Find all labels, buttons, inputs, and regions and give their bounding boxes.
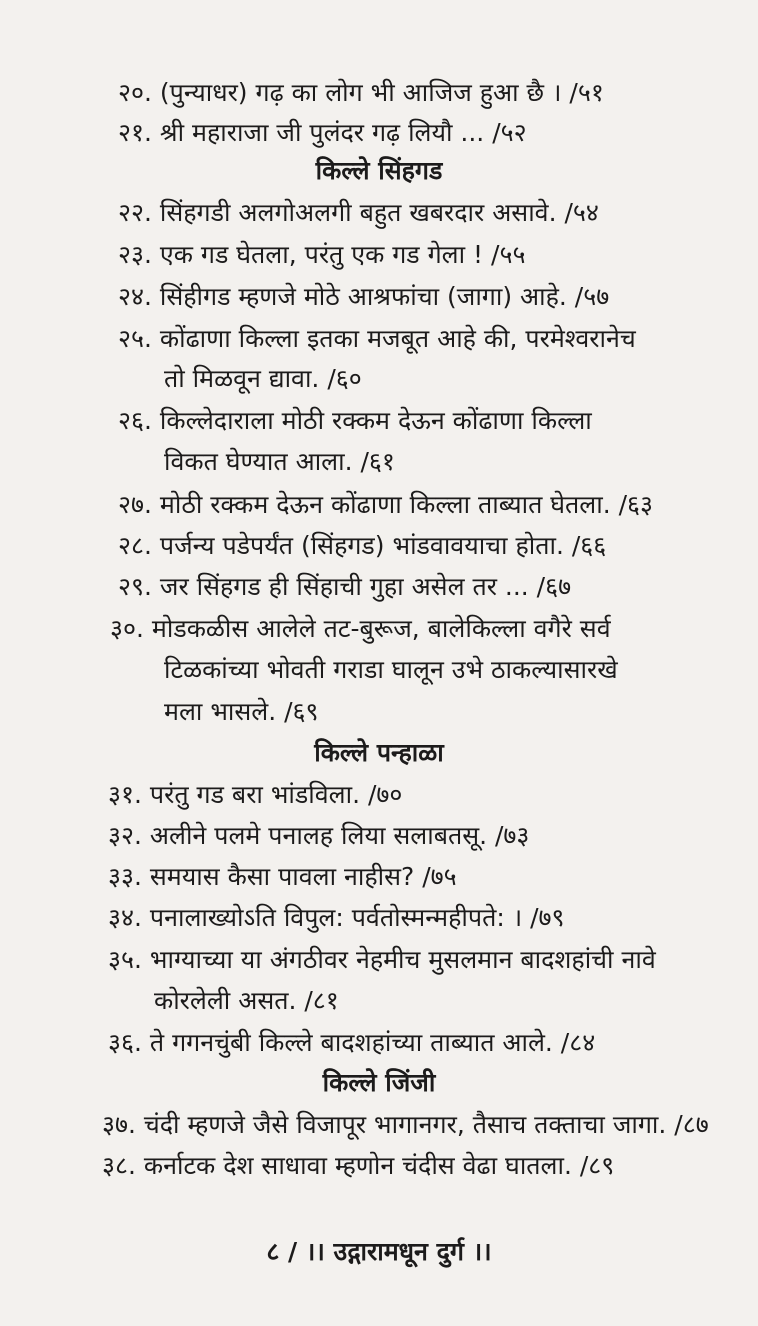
item-number: ३३. <box>108 862 142 891</box>
item-text: किल्लेदाराला मोठी रक्कम देऊन कोंढाणा किल्ला <box>159 406 592 435</box>
item-text: जर सिंहगड ही सिंहाची गुहा असेल तर ... /६७ <box>159 572 572 601</box>
item-number: २३. <box>118 240 152 269</box>
item-text: सिंहगडी अलगोअलगी बहुत खबरदार असावे. /५४ <box>159 198 599 227</box>
item-number: ३४. <box>108 903 142 932</box>
item-number: ३६. <box>108 1028 142 1057</box>
item-text: सिंहीगड म्हणजे मोठे आश्रफांचा (जागा) आहे. /५७ <box>159 282 610 311</box>
item-text: एक गड घेतला, परंतु एक गड गेला ! /५५ <box>159 240 526 269</box>
item-text: ते गगनचुंबी किल्ले बादशहांच्या ताब्यात आले. /८४ <box>149 1028 596 1057</box>
item-number: २२. <box>118 198 152 227</box>
list-item <box>102 1151 614 1181</box>
list-item <box>118 198 599 228</box>
item-text: पर्जन्य पडेपर्यंत (सिंहगड) भांडवावयाचा होता. /६६ <box>159 531 607 560</box>
item-text: परंतु गड बरा भांडविला. /७० <box>149 780 403 809</box>
list-item <box>108 1028 595 1058</box>
item-text: मोडकळीस आलेले तट-बुरूज, बालेकिल्ला वगैरे सर्व <box>151 614 611 643</box>
list-item <box>108 862 457 892</box>
list-item <box>118 324 636 354</box>
item-text-continuation: मला भासले. /६९ <box>164 697 319 726</box>
item-number: ३०. <box>110 614 144 643</box>
item-text: समयास कैसा पावला नाहीस? /७५ <box>149 862 457 891</box>
item-text-continuation: कोरलेली असत. /८१ <box>154 986 339 1015</box>
item-number: २४. <box>118 282 152 311</box>
list-item <box>102 1110 709 1140</box>
item-text: भाग्याच्या या अंगठीवर नेहमीच मुसलमान बादशहांची नावे <box>149 945 656 974</box>
item-number: ३१. <box>108 780 142 809</box>
item-text-continuation: तो मिळवून द्यावा. /६० <box>164 364 362 393</box>
item-text: पनालाख्योऽति विपुल: पर्वतोस्मन्महीपते: । /७९ <box>149 903 565 932</box>
list-item <box>118 406 592 436</box>
item-number: २०. <box>118 78 152 107</box>
item-number: २८. <box>118 531 152 560</box>
page-footer: ८ / ।। उद्गारामधून दुर्ग ।। <box>266 1237 492 1266</box>
item-number: २९. <box>118 572 152 601</box>
section-heading-sinhagad: किल्ले सिंहगड <box>315 156 443 185</box>
item-text: श्री महाराजा जी पुलंदर गढ़ लियौ ... /५२ <box>159 118 527 147</box>
item-text-continuation: टिळकांच्या भोवती गराडा घालून उभे ठाकल्यासारखे <box>164 655 618 684</box>
list-item <box>118 78 604 108</box>
item-number: २१. <box>118 118 152 147</box>
item-number: २६. <box>118 406 152 435</box>
item-number: २७. <box>118 490 152 519</box>
list-item <box>118 240 525 270</box>
item-text: कर्नाटक देश साधावा म्हणोन चंदीस वेढा घातला. /८९ <box>143 1151 615 1180</box>
item-text: चंदी म्हणजे जैसे विजापूर भागानगर, तैसाच तक्ताचा जागा. /८७ <box>143 1110 709 1139</box>
list-item <box>118 572 571 602</box>
item-text: कोंढाणा किल्ला इतका मजबूत आहे की, परमेश्वरानेच <box>159 324 636 353</box>
list-item <box>118 490 653 520</box>
list-item <box>108 903 565 933</box>
item-text: मोठी रक्कम देऊन कोंढाणा किल्ला ताब्यात घेतला. /६३ <box>159 490 654 519</box>
list-item <box>108 821 529 851</box>
list-item <box>118 531 606 561</box>
list-item <box>110 614 611 644</box>
item-number: २५. <box>118 324 152 353</box>
item-number: ३५. <box>108 945 142 974</box>
item-number: ३७. <box>102 1110 136 1139</box>
item-number: ३२. <box>108 821 142 850</box>
list-item <box>118 118 527 148</box>
section-heading-panhala: किल्ले पन्हाळा <box>314 738 444 767</box>
section-heading-jinji: किल्ले जिंजी <box>322 1068 436 1097</box>
list-item <box>118 282 609 312</box>
item-text-continuation: विकत घेण्यात आला. /६१ <box>164 447 395 476</box>
item-text: अलीने पलमे पनालह लिया सलाबतसू. /७३ <box>149 821 530 850</box>
list-item <box>108 945 656 975</box>
item-text: (पुन्याधर) गढ़ का लोग भी आजिज हुआ छै । /५१ <box>159 78 604 107</box>
list-item <box>108 780 402 810</box>
item-number: ३८. <box>102 1151 136 1180</box>
